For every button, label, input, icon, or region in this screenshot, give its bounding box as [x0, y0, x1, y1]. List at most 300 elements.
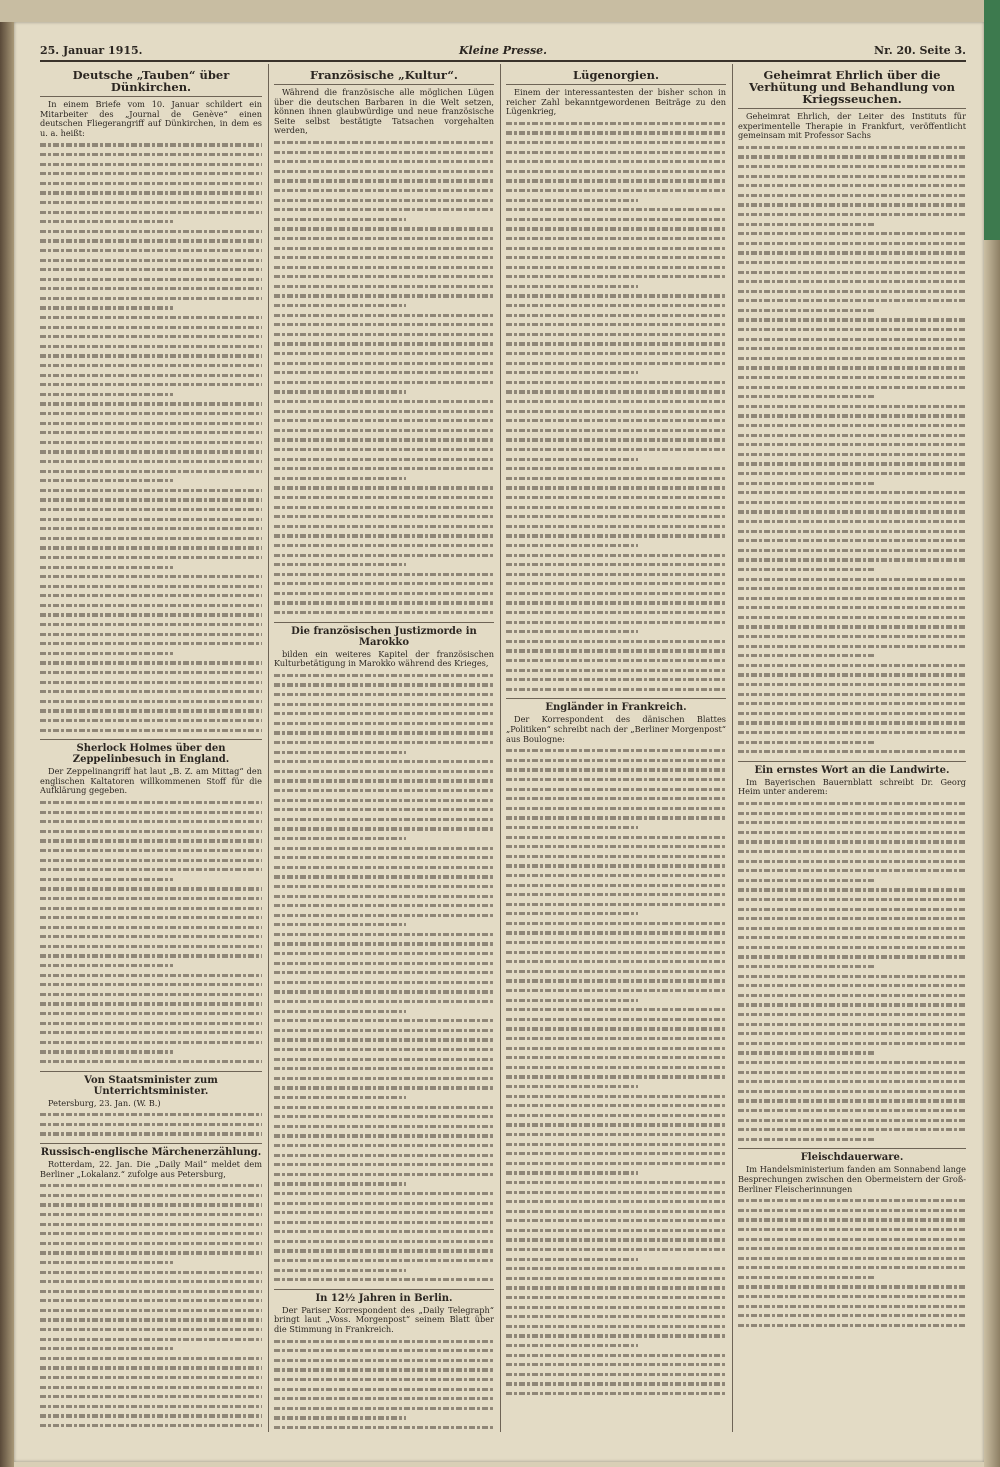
text-line — [40, 1191, 262, 1201]
text-line — [274, 1160, 494, 1170]
text-line — [274, 1337, 494, 1347]
text-line — [738, 1263, 966, 1273]
text-line — [274, 464, 494, 474]
text-line — [40, 543, 262, 553]
text-line — [506, 842, 726, 852]
text-line — [506, 928, 726, 938]
text-line — [506, 852, 726, 862]
text-line — [40, 591, 262, 601]
text-line — [506, 823, 726, 833]
text-line — [40, 467, 262, 477]
scan-top-edge — [0, 0, 1000, 22]
text-line — [40, 380, 262, 390]
text-line — [506, 368, 726, 378]
text-line — [40, 399, 262, 409]
text-line — [506, 900, 726, 910]
text-line — [738, 991, 966, 1001]
text-line — [506, 503, 726, 513]
article-title: In 12½ Jahren in Berlin. — [274, 1289, 494, 1304]
article-body — [274, 138, 494, 618]
text-line — [274, 882, 494, 892]
article-lead: Geheimrat Ehrlich, der Leiter des Instituts für experimentelle Therapie in Frankfurt, veröffentlicht gemeinsam mit Professor Sachs — [738, 111, 966, 141]
text-line — [506, 234, 726, 244]
text-line — [40, 256, 262, 266]
text-line — [40, 726, 262, 736]
text-line — [506, 1197, 726, 1207]
text-line — [274, 157, 494, 167]
text-line — [40, 198, 262, 208]
text-line — [274, 224, 494, 234]
text-line — [738, 924, 966, 934]
text-line — [738, 1029, 966, 1039]
text-line — [40, 836, 262, 846]
text-line — [506, 589, 726, 599]
article-body — [738, 143, 966, 757]
text-line — [274, 700, 494, 710]
text-line — [40, 913, 262, 923]
text-line — [274, 253, 494, 263]
text-line — [738, 1235, 966, 1245]
text-line — [40, 1315, 262, 1325]
text-line — [40, 875, 262, 885]
text-line — [738, 220, 966, 230]
text-line — [274, 690, 494, 700]
text-line — [738, 1096, 966, 1106]
text-line — [40, 706, 262, 716]
text-line — [40, 1258, 262, 1268]
text-line — [40, 1057, 262, 1067]
text-line — [738, 651, 966, 661]
text-line — [274, 1151, 494, 1161]
text-line — [40, 1181, 262, 1191]
text-line — [274, 1266, 494, 1276]
masthead: Kleine Presse. — [458, 44, 548, 57]
text-line — [738, 661, 966, 671]
text-line — [40, 639, 262, 649]
text-line — [506, 407, 726, 417]
text-line — [274, 426, 494, 436]
text-line — [506, 483, 726, 493]
issue-date: 25. Januar 1915. — [40, 44, 143, 57]
text-line — [40, 971, 262, 981]
text-line — [738, 1068, 966, 1078]
text-line — [40, 1296, 262, 1306]
text-line — [506, 785, 726, 795]
text-line — [738, 895, 966, 905]
text-line — [738, 728, 966, 738]
text-line — [506, 646, 726, 656]
text-line — [506, 167, 726, 177]
text-line — [40, 961, 262, 971]
text-line — [274, 560, 494, 570]
text-line — [40, 447, 262, 457]
text-line — [274, 234, 494, 244]
text-line — [738, 603, 966, 613]
column-3 — [506, 64, 726, 1432]
text-line — [274, 805, 494, 815]
text-line — [506, 1283, 726, 1293]
text-line — [274, 570, 494, 580]
text-line — [274, 291, 494, 301]
text-line — [506, 618, 726, 628]
text-line — [738, 1039, 966, 1049]
text-line — [40, 610, 262, 620]
text-line — [506, 253, 726, 263]
text-line — [506, 637, 726, 647]
text-line — [738, 828, 966, 838]
text-line — [738, 354, 966, 364]
text-line — [40, 1306, 262, 1316]
text-line — [506, 464, 726, 474]
text-line — [506, 794, 726, 804]
text-line — [738, 981, 966, 991]
text-line — [738, 866, 966, 876]
text-line — [506, 1341, 726, 1351]
text-line — [506, 938, 726, 948]
text-line — [506, 675, 726, 685]
text-line — [506, 196, 726, 206]
text-line — [274, 349, 494, 359]
article-title: Geheimrat Ehrlich über die Verhütung und Behandlung von Kriegsseuchen. — [738, 67, 966, 109]
article-lead: In einem Briefe vom 10. Januar schildert ein Mitarbeiter des „Journal de Genève“ einen deutschen Fliegerangriff auf Dünkirchen, in dem es u. a. heißt: — [40, 99, 262, 138]
text-line — [40, 1392, 262, 1402]
text-line — [506, 551, 726, 561]
column-rule — [268, 64, 269, 1432]
text-line — [506, 1120, 726, 1130]
text-line — [506, 1293, 726, 1303]
article-title: Sherlock Holmes über den Zeppelinbesuch in England. — [40, 739, 262, 765]
text-line — [738, 584, 966, 594]
text-line — [738, 469, 966, 479]
text-line — [738, 1206, 966, 1216]
text-line — [40, 1325, 262, 1335]
text-line — [738, 642, 966, 652]
text-line — [274, 1112, 494, 1122]
text-line — [738, 962, 966, 972]
text-line — [40, 351, 262, 361]
text-line — [274, 138, 494, 148]
article-lead: Im Handelsministerium fanden am Sonnabend lange Besprechungen zwischen den Obermeistern der Groß-Berliner Fleischerinnungen — [738, 1164, 966, 1194]
text-line — [40, 894, 262, 904]
text-line — [40, 716, 262, 726]
text-line — [274, 892, 494, 902]
text-line — [506, 445, 726, 455]
article-body — [40, 140, 262, 735]
text-line — [40, 980, 262, 990]
text-line — [506, 205, 726, 215]
text-line — [506, 765, 726, 775]
text-line — [40, 342, 262, 352]
text-line — [506, 1053, 726, 1063]
article-lead: Der Korrespondent des dänischen Blattes „Politiken“ schreibt nach der „Berliner Morgenpost“ aus Boulogne: — [506, 714, 726, 744]
text-line — [738, 1196, 966, 1206]
text-line — [506, 996, 726, 1006]
article-body — [738, 1196, 966, 1330]
text-line — [738, 536, 966, 546]
text-line — [274, 863, 494, 873]
text-line — [738, 172, 966, 182]
text-line — [40, 227, 262, 237]
text-line — [506, 128, 726, 138]
column-4 — [738, 64, 966, 1432]
text-line — [738, 1321, 966, 1331]
text-line — [274, 1170, 494, 1180]
text-line — [40, 1421, 262, 1431]
text-line — [40, 1009, 262, 1019]
text-line — [738, 747, 966, 757]
text-line — [274, 911, 494, 921]
text-line — [274, 815, 494, 825]
article-title: Russisch-englische Märchenerzählung. — [40, 1143, 262, 1158]
text-line — [274, 1026, 494, 1036]
article-title: Fleischdauerware. — [738, 1148, 966, 1163]
text-line — [40, 1239, 262, 1249]
text-line — [738, 459, 966, 469]
text-line — [738, 450, 966, 460]
text-line — [506, 1159, 726, 1169]
text-line — [506, 861, 726, 871]
text-line — [274, 1394, 494, 1404]
text-line — [274, 901, 494, 911]
text-line — [506, 1235, 726, 1245]
text-line — [274, 1103, 494, 1113]
text-line — [738, 200, 966, 210]
text-line — [40, 284, 262, 294]
text-line — [506, 976, 726, 986]
text-line — [738, 690, 966, 700]
text-line — [274, 1404, 494, 1414]
text-line — [274, 1346, 494, 1356]
text-line — [274, 987, 494, 997]
text-line — [40, 323, 262, 333]
text-line — [738, 1048, 966, 1058]
text-line — [506, 1005, 726, 1015]
article-body — [738, 799, 966, 1144]
page-header — [40, 44, 966, 62]
text-line — [738, 421, 966, 431]
text-line — [738, 229, 966, 239]
text-line — [738, 143, 966, 153]
text-line — [506, 1024, 726, 1034]
text-line — [506, 512, 726, 522]
text-line — [506, 455, 726, 465]
text-line — [738, 622, 966, 632]
text-line — [506, 948, 726, 958]
text-line — [40, 601, 262, 611]
text-line — [274, 1007, 494, 1017]
text-line — [738, 335, 966, 345]
text-line — [274, 378, 494, 388]
text-line — [40, 1210, 262, 1220]
text-line — [274, 1083, 494, 1093]
text-line — [274, 1356, 494, 1366]
article-title: Deutsche „Tauben“ über Dünkirchen. — [40, 67, 262, 97]
text-line — [506, 608, 726, 618]
text-line — [738, 1087, 966, 1097]
text-line — [40, 884, 262, 894]
text-line — [506, 1044, 726, 1054]
text-line — [506, 138, 726, 148]
text-line — [738, 699, 966, 709]
text-line — [506, 746, 726, 756]
text-line — [274, 1375, 494, 1385]
text-line — [40, 1373, 262, 1383]
text-line — [40, 1354, 262, 1364]
text-line — [738, 1058, 966, 1068]
text-line — [40, 798, 262, 808]
article-body — [274, 671, 494, 1285]
text-line — [738, 431, 966, 441]
book-binding — [0, 0, 14, 1467]
text-line — [40, 294, 262, 304]
text-line — [738, 287, 966, 297]
text-line — [274, 767, 494, 777]
text-line — [506, 833, 726, 843]
text-line — [274, 330, 494, 340]
text-line — [40, 1129, 262, 1139]
text-line — [274, 930, 494, 940]
text-line — [40, 1019, 262, 1029]
text-line — [506, 119, 726, 129]
text-line — [274, 397, 494, 407]
text-line — [506, 986, 726, 996]
text-line — [40, 179, 262, 189]
text-line — [274, 608, 494, 618]
text-line — [274, 387, 494, 397]
text-line — [40, 1028, 262, 1038]
text-line — [738, 277, 966, 287]
text-line — [738, 191, 966, 201]
text-line — [40, 904, 262, 914]
text-line — [40, 1248, 262, 1258]
text-line — [506, 871, 726, 881]
text-line — [506, 320, 726, 330]
text-line — [738, 680, 966, 690]
column-1 — [40, 64, 262, 1432]
text-line — [738, 1125, 966, 1135]
text-line — [40, 846, 262, 856]
text-line — [738, 914, 966, 924]
text-line — [274, 997, 494, 1007]
text-line — [40, 303, 262, 313]
text-line — [40, 1120, 262, 1130]
text-line — [738, 555, 966, 565]
text-line — [274, 1064, 494, 1074]
text-line — [738, 952, 966, 962]
text-line — [40, 534, 262, 544]
text-line — [40, 457, 262, 467]
text-line — [274, 551, 494, 561]
text-line — [40, 630, 262, 640]
text-line — [274, 796, 494, 806]
text-line — [506, 666, 726, 676]
text-line — [40, 332, 262, 342]
text-line — [506, 1322, 726, 1332]
text-line — [506, 148, 726, 158]
text-line — [506, 378, 726, 388]
text-line — [738, 162, 966, 172]
text-line — [506, 1034, 726, 1044]
article-lead: Der Zeppelinangriff hat laut „B. Z. am Mittag“ den englischen Kaltatoren willkommenen Stoff für die Aufklärung gegeben. — [40, 766, 262, 796]
text-line — [738, 818, 966, 828]
text-line — [274, 215, 494, 225]
text-line — [738, 718, 966, 728]
column-2 — [274, 64, 494, 1432]
text-line — [738, 517, 966, 527]
text-line — [506, 301, 726, 311]
text-line — [274, 1179, 494, 1189]
text-line — [506, 1245, 726, 1255]
text-line — [506, 909, 726, 919]
text-line — [40, 1110, 262, 1120]
text-line — [274, 920, 494, 930]
text-line — [274, 272, 494, 282]
text-line — [274, 1189, 494, 1199]
text-line — [274, 359, 494, 369]
text-line — [506, 349, 726, 359]
article-body — [506, 746, 726, 1398]
text-line — [506, 1063, 726, 1073]
text-line — [40, 1277, 262, 1287]
text-line — [40, 1383, 262, 1393]
text-line — [40, 390, 262, 400]
text-line — [274, 186, 494, 196]
text-line — [738, 1106, 966, 1116]
text-line — [738, 344, 966, 354]
text-line — [506, 1255, 726, 1265]
text-line — [738, 239, 966, 249]
text-line — [506, 579, 726, 589]
text-line — [274, 959, 494, 969]
text-line — [40, 419, 262, 429]
text-line — [274, 1385, 494, 1395]
text-line — [274, 1246, 494, 1256]
article-lead: Im Bayerischen Bauernblatt schreibt Dr. Georg Heim unter anderem: — [738, 776, 966, 797]
text-line — [40, 208, 262, 218]
text-line — [738, 575, 966, 585]
text-line — [40, 658, 262, 668]
text-line — [738, 306, 966, 316]
text-line — [738, 1020, 966, 1030]
color-tab — [984, 0, 1000, 240]
text-line — [40, 428, 262, 438]
text-line — [506, 1312, 726, 1322]
text-line — [40, 923, 262, 933]
text-line — [738, 565, 966, 575]
text-line — [40, 990, 262, 1000]
article-body — [274, 1337, 494, 1432]
text-line — [40, 817, 262, 827]
text-line — [40, 1411, 262, 1421]
text-line — [738, 296, 966, 306]
text-line — [274, 416, 494, 426]
text-line — [738, 527, 966, 537]
text-line — [274, 1423, 494, 1432]
text-line — [506, 282, 726, 292]
text-line — [274, 1218, 494, 1228]
text-line — [274, 282, 494, 292]
text-line — [40, 1363, 262, 1373]
text-line — [274, 512, 494, 522]
text-line — [40, 476, 262, 486]
text-line — [40, 409, 262, 419]
text-line — [40, 563, 262, 573]
text-line — [738, 1215, 966, 1225]
text-line — [40, 572, 262, 582]
text-line — [738, 315, 966, 325]
text-line — [738, 507, 966, 517]
text-line — [738, 152, 966, 162]
